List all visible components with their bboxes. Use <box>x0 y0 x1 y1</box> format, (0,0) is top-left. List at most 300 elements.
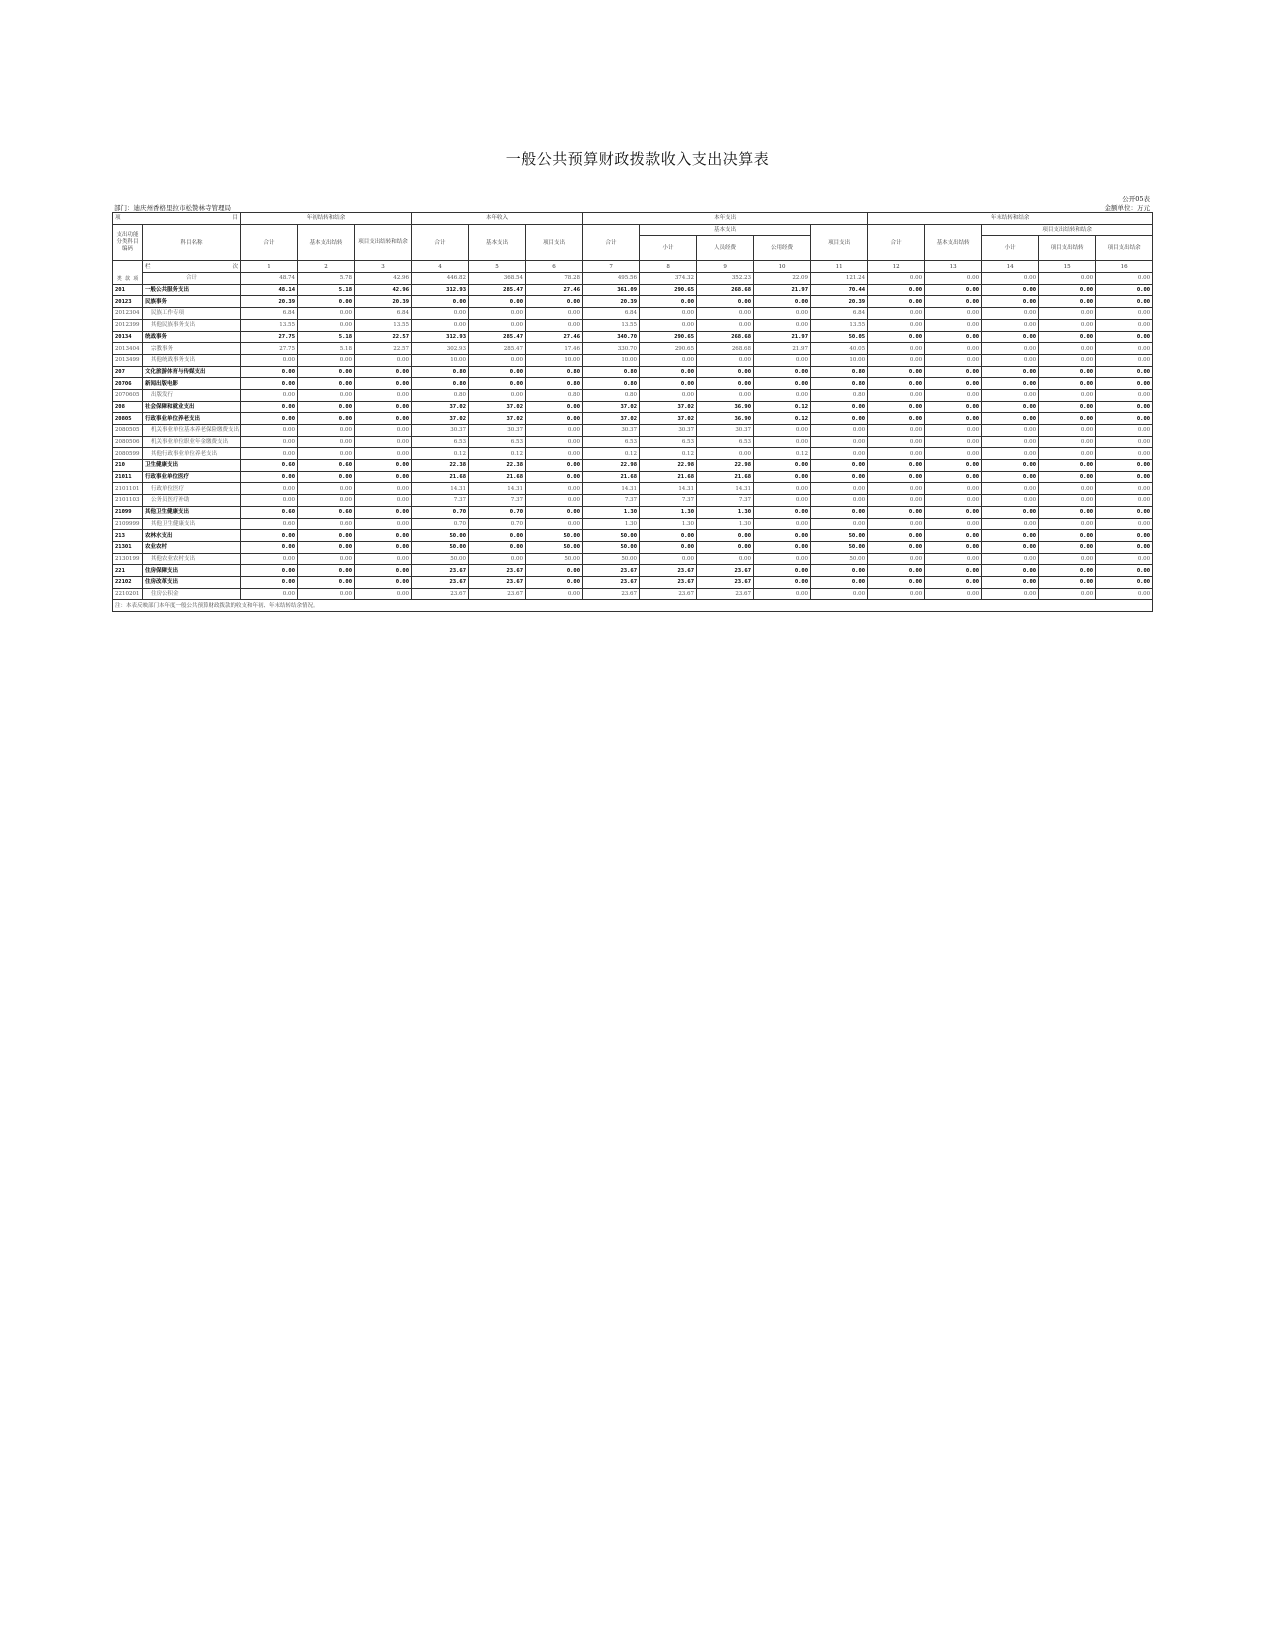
row-cell: 50.00 <box>811 553 868 565</box>
row-cell: 0.00 <box>754 436 811 448</box>
row-cell: 0.00 <box>1096 541 1153 553</box>
table-row <box>113 483 1153 495</box>
row-cell: 0.00 <box>982 471 1039 483</box>
total-cell: 374.32 <box>640 273 697 285</box>
row-cell: 0.00 <box>241 471 298 483</box>
row-cell: 0.00 <box>469 319 526 331</box>
row-name: 农林水支出 <box>143 530 241 542</box>
row-cell: 0.00 <box>1039 576 1096 588</box>
row-cell: 0.00 <box>1039 389 1096 401</box>
column-number: 12 <box>868 261 925 273</box>
header-begin-total: 合计 <box>241 224 298 261</box>
row-cell: 50.00 <box>412 553 469 565</box>
row-cell: 6.53 <box>469 436 526 448</box>
column-number: 16 <box>1096 261 1153 273</box>
row-cell: 0.00 <box>811 471 868 483</box>
budget-table <box>112 212 1153 612</box>
row-cell: 22.98 <box>697 460 754 472</box>
row-cell: 7.37 <box>412 495 469 507</box>
row-cell: 1.30 <box>583 518 640 530</box>
row-cell: 0.00 <box>868 343 925 355</box>
row-code: 2101103 <box>113 495 143 507</box>
row-cell: 0.12 <box>754 413 811 425</box>
row-cell: 40.05 <box>811 343 868 355</box>
row-cell: 0.00 <box>640 308 697 320</box>
row-cell: 21.97 <box>754 284 811 296</box>
row-name: 出版发行 <box>143 389 241 401</box>
table-row <box>113 343 1153 355</box>
row-cell: 7.37 <box>583 495 640 507</box>
row-cell: 6.84 <box>355 308 412 320</box>
row-cell: 22.98 <box>640 460 697 472</box>
row-cell: 340.70 <box>583 331 640 343</box>
row-code: 2210201 <box>113 588 143 600</box>
row-cell: 0.00 <box>754 576 811 588</box>
table-row <box>113 448 1153 460</box>
row-cell: 0.00 <box>925 483 982 495</box>
row-cell: 0.00 <box>982 389 1039 401</box>
row-cell: 14.31 <box>469 483 526 495</box>
row-cell: 27.75 <box>241 343 298 355</box>
row-cell: 0.00 <box>697 296 754 308</box>
row-cell: 0.00 <box>469 389 526 401</box>
row-code: 20123 <box>113 296 143 308</box>
row-code: 2080599 <box>113 448 143 460</box>
row-cell: 0.00 <box>697 308 754 320</box>
row-cell: 50.00 <box>412 530 469 542</box>
row-cell: 0.00 <box>811 588 868 600</box>
row-cell: 0.00 <box>241 576 298 588</box>
row-code: 207 <box>113 366 143 378</box>
row-cell: 0.00 <box>1096 448 1153 460</box>
row-cell: 0.00 <box>241 413 298 425</box>
row-cell: 0.00 <box>925 588 982 600</box>
row-name: 住房公积金 <box>143 588 241 600</box>
row-cell: 0.00 <box>868 460 925 472</box>
row-cell: 0.00 <box>1096 354 1153 366</box>
row-cell: 0.00 <box>925 495 982 507</box>
row-cell: 27.75 <box>241 331 298 343</box>
row-cell: 0.00 <box>925 425 982 437</box>
row-cell: 0.00 <box>241 436 298 448</box>
header-item: 项 目 <box>113 213 241 225</box>
row-cell: 7.37 <box>640 495 697 507</box>
row-cell: 0.00 <box>925 448 982 460</box>
row-cell: 21.68 <box>412 471 469 483</box>
row-cell: 0.00 <box>298 448 355 460</box>
header-income-basic: 基本支出 <box>469 224 526 261</box>
row-cell: 0.00 <box>526 319 583 331</box>
row-cell: 0.00 <box>868 530 925 542</box>
row-cell: 0.00 <box>811 448 868 460</box>
row-cell: 0.70 <box>412 518 469 530</box>
row-cell: 23.67 <box>412 576 469 588</box>
column-number: 1 <box>241 261 298 273</box>
row-cell: 27.46 <box>526 331 583 343</box>
row-cell: 0.00 <box>868 319 925 331</box>
row-code: 21099 <box>113 506 143 518</box>
row-cell: 0.00 <box>1039 495 1096 507</box>
row-cell: 0.00 <box>982 530 1039 542</box>
row-cell: 0.00 <box>868 436 925 448</box>
row-cell: 0.00 <box>754 425 811 437</box>
row-cell: 20.39 <box>355 296 412 308</box>
row-cell: 23.67 <box>640 576 697 588</box>
row-cell: 0.00 <box>355 483 412 495</box>
header-end-project: 项目支出结转和结余 <box>982 224 1153 236</box>
column-number: 2 <box>298 261 355 273</box>
table-row <box>113 553 1153 565</box>
row-cell: 0.00 <box>640 296 697 308</box>
table-row <box>113 413 1153 425</box>
row-cell: 0.00 <box>298 588 355 600</box>
row-cell: 5.18 <box>298 284 355 296</box>
row-code: 2070605 <box>113 389 143 401</box>
row-cell: 0.00 <box>1096 284 1153 296</box>
row-cell: 302.93 <box>412 343 469 355</box>
column-number: 14 <box>982 261 1039 273</box>
row-cell: 0.80 <box>583 366 640 378</box>
row-name: 农业农村 <box>143 541 241 553</box>
header-row-2 <box>113 224 1153 236</box>
row-cell: 0.00 <box>811 425 868 437</box>
row-cell: 22.98 <box>583 460 640 472</box>
row-cell: 0.00 <box>241 483 298 495</box>
header-expense-total: 合计 <box>583 224 640 261</box>
table-row <box>113 460 1153 472</box>
row-cell: 0.00 <box>868 553 925 565</box>
row-cell: 0.00 <box>811 518 868 530</box>
row-cell: 0.00 <box>1096 495 1153 507</box>
column-number-row <box>113 261 1153 273</box>
row-cell: 0.00 <box>754 541 811 553</box>
row-cell: 0.00 <box>355 576 412 588</box>
row-code: 2013499 <box>113 354 143 366</box>
table-row <box>113 518 1153 530</box>
row-cell: 0.00 <box>241 354 298 366</box>
row-cell: 0.00 <box>925 436 982 448</box>
row-code: 2101101 <box>113 483 143 495</box>
row-cell: 0.00 <box>754 296 811 308</box>
row-cell: 0.00 <box>298 530 355 542</box>
row-cell: 1.30 <box>697 506 754 518</box>
row-cell: 285.47 <box>469 284 526 296</box>
table-row <box>113 319 1153 331</box>
row-cell: 37.02 <box>640 413 697 425</box>
row-cell: 0.00 <box>1039 319 1096 331</box>
row-cell: 0.60 <box>241 460 298 472</box>
row-cell: 23.67 <box>469 588 526 600</box>
total-cell: 0.00 <box>982 273 1039 285</box>
row-cell: 0.00 <box>868 483 925 495</box>
row-cell: 23.67 <box>583 588 640 600</box>
row-cell: 0.00 <box>868 389 925 401</box>
row-cell: 70.44 <box>811 284 868 296</box>
row-cell: 50.00 <box>526 541 583 553</box>
row-cell: 0.80 <box>583 389 640 401</box>
row-cell: 0.00 <box>469 296 526 308</box>
row-cell: 13.55 <box>241 319 298 331</box>
row-code: 2130199 <box>113 553 143 565</box>
row-cell: 0.00 <box>868 518 925 530</box>
row-cell: 0.00 <box>1039 460 1096 472</box>
row-cell: 0.00 <box>868 308 925 320</box>
row-cell: 0.00 <box>754 518 811 530</box>
column-number: 10 <box>754 261 811 273</box>
row-name: 宗教事务 <box>143 343 241 355</box>
row-cell: 23.67 <box>583 565 640 577</box>
row-cell: 21.68 <box>697 471 754 483</box>
total-cell: 0.00 <box>868 273 925 285</box>
row-name: 机关事业单位职业年金缴费支出 <box>143 436 241 448</box>
row-cell: 0.00 <box>469 366 526 378</box>
row-cell: 50.00 <box>811 530 868 542</box>
row-cell: 0.00 <box>925 401 982 413</box>
row-cell: 7.37 <box>697 495 754 507</box>
row-name: 一般公共服务支出 <box>143 284 241 296</box>
row-cell: 0.00 <box>526 506 583 518</box>
row-cell: 0.00 <box>925 530 982 542</box>
row-cell: 0.00 <box>355 448 412 460</box>
row-cell: 37.02 <box>583 413 640 425</box>
row-cell: 0.00 <box>526 448 583 460</box>
header-end-surplus: 项目支出结余 <box>1096 236 1153 261</box>
row-name: 卫生健康支出 <box>143 460 241 472</box>
row-cell: 0.00 <box>298 354 355 366</box>
row-name: 社会保障和就业支出 <box>143 401 241 413</box>
row-cell: 0.00 <box>355 366 412 378</box>
row-cell: 27.46 <box>526 284 583 296</box>
row-cell: 23.67 <box>412 588 469 600</box>
row-cell: 0.00 <box>640 389 697 401</box>
header-begin-basic: 基本支出结转 <box>298 224 355 261</box>
row-cell: 0.00 <box>1039 518 1096 530</box>
row-cell: 0.00 <box>925 308 982 320</box>
row-cell: 0.00 <box>526 413 583 425</box>
row-cell: 10.00 <box>412 354 469 366</box>
row-code: 2080505 <box>113 425 143 437</box>
table-row <box>113 366 1153 378</box>
department-label: 部门：迪庆州香格里拉市松赞林寺管理局 <box>114 204 231 212</box>
row-cell: 0.00 <box>868 576 925 588</box>
row-cell: 0.80 <box>811 378 868 390</box>
row-cell: 0.00 <box>1096 401 1153 413</box>
row-cell: 0.00 <box>1039 471 1096 483</box>
row-cell: 361.09 <box>583 284 640 296</box>
row-cell: 0.00 <box>868 413 925 425</box>
row-cell: 0.00 <box>982 483 1039 495</box>
row-cell: 0.00 <box>298 471 355 483</box>
row-cell: 50.00 <box>526 530 583 542</box>
row-cell: 0.00 <box>982 518 1039 530</box>
row-cell: 30.37 <box>412 425 469 437</box>
note-row <box>113 600 1153 612</box>
header-kuan: 款 <box>124 275 130 282</box>
row-cell: 0.00 <box>298 576 355 588</box>
row-cell: 0.00 <box>298 425 355 437</box>
table-row <box>113 495 1153 507</box>
table-row <box>113 401 1153 413</box>
row-cell: 0.00 <box>1039 530 1096 542</box>
row-cell: 0.00 <box>1039 553 1096 565</box>
row-cell: 0.00 <box>982 588 1039 600</box>
row-cell: 0.00 <box>355 389 412 401</box>
row-code: 22102 <box>113 576 143 588</box>
row-cell: 0.00 <box>1039 308 1096 320</box>
row-cell: 0.00 <box>1096 588 1153 600</box>
row-cell: 0.00 <box>241 401 298 413</box>
row-cell: 0.00 <box>982 343 1039 355</box>
row-cell: 0.00 <box>469 530 526 542</box>
header-lan: 栏 <box>145 263 151 270</box>
row-cell: 0.00 <box>982 378 1039 390</box>
row-cell: 0.00 <box>355 460 412 472</box>
row-cell: 0.00 <box>925 460 982 472</box>
total-cell: 0.00 <box>925 273 982 285</box>
row-cell: 0.00 <box>754 588 811 600</box>
row-cell: 0.00 <box>925 319 982 331</box>
column-number: 4 <box>412 261 469 273</box>
row-cell: 0.70 <box>469 518 526 530</box>
row-cell: 0.60 <box>298 460 355 472</box>
form-code: 公开05表 <box>1122 195 1150 203</box>
row-cell: 0.00 <box>1096 425 1153 437</box>
row-cell: 0.00 <box>1096 389 1153 401</box>
total-cell: 352.23 <box>697 273 754 285</box>
row-cell: 13.55 <box>355 319 412 331</box>
table-row <box>113 331 1153 343</box>
row-cell: 0.00 <box>925 553 982 565</box>
total-cell: 0.00 <box>1039 273 1096 285</box>
row-code: 221 <box>113 565 143 577</box>
header-end-balance: 年末结转和结余 <box>868 213 1153 225</box>
row-cell: 0.60 <box>241 506 298 518</box>
row-cell: 0.00 <box>811 413 868 425</box>
total-cell: 495.56 <box>583 273 640 285</box>
row-cell: 0.12 <box>754 401 811 413</box>
row-cell: 0.00 <box>1096 506 1153 518</box>
row-cell: 0.00 <box>925 366 982 378</box>
row-cell: 0.00 <box>241 530 298 542</box>
table-row <box>113 296 1153 308</box>
row-cell: 0.00 <box>526 296 583 308</box>
row-code: 2109999 <box>113 518 143 530</box>
table-row <box>113 565 1153 577</box>
row-cell: 6.53 <box>412 436 469 448</box>
row-cell: 6.84 <box>241 308 298 320</box>
row-cell: 0.00 <box>982 319 1039 331</box>
row-cell: 0.00 <box>469 354 526 366</box>
row-cell: 20.39 <box>241 296 298 308</box>
row-cell: 330.70 <box>583 343 640 355</box>
row-cell: 36.90 <box>697 413 754 425</box>
row-cell: 14.31 <box>640 483 697 495</box>
row-cell: 14.31 <box>412 483 469 495</box>
row-name: 行政事业单位养老支出 <box>143 413 241 425</box>
row-cell: 0.00 <box>982 354 1039 366</box>
row-cell: 0.00 <box>298 401 355 413</box>
row-cell: 0.80 <box>583 378 640 390</box>
row-cell: 0.80 <box>811 366 868 378</box>
row-cell: 22.57 <box>355 331 412 343</box>
row-cell: 0.00 <box>868 378 925 390</box>
row-cell: 290.65 <box>640 284 697 296</box>
row-cell: 0.00 <box>640 378 697 390</box>
row-cell: 0.00 <box>868 401 925 413</box>
row-cell: 0.00 <box>1039 506 1096 518</box>
row-cell: 50.00 <box>811 541 868 553</box>
row-cell: 30.37 <box>640 425 697 437</box>
row-cell: 0.00 <box>754 460 811 472</box>
row-cell: 0.00 <box>925 471 982 483</box>
total-cell: 42.96 <box>355 273 412 285</box>
row-cell: 0.00 <box>298 495 355 507</box>
row-cell: 0.00 <box>925 378 982 390</box>
row-cell: 0.00 <box>811 576 868 588</box>
row-cell: 0.12 <box>469 448 526 460</box>
row-cell: 0.00 <box>640 319 697 331</box>
row-cell: 0.00 <box>811 565 868 577</box>
header-end-carry: 项目支出结转 <box>1039 236 1096 261</box>
row-cell: 0.00 <box>1096 576 1153 588</box>
row-cell: 13.55 <box>811 319 868 331</box>
column-number: 3 <box>355 261 412 273</box>
row-cell: 0.00 <box>754 565 811 577</box>
row-code: 20706 <box>113 378 143 390</box>
total-cell: 0.00 <box>1096 273 1153 285</box>
row-cell: 37.02 <box>469 401 526 413</box>
row-cell: 0.00 <box>982 565 1039 577</box>
column-number: 7 <box>583 261 640 273</box>
row-cell: 0.00 <box>754 495 811 507</box>
header-subtotal: 小计 <box>640 236 697 261</box>
row-cell: 13.55 <box>583 319 640 331</box>
row-cell: 23.67 <box>469 576 526 588</box>
row-cell: 0.00 <box>355 518 412 530</box>
row-cell: 23.67 <box>697 588 754 600</box>
row-name: 机关事业单位基本养老保险缴费支出 <box>143 425 241 437</box>
row-cell: 0.00 <box>925 506 982 518</box>
row-cell: 0.00 <box>868 366 925 378</box>
row-cell: 0.00 <box>982 436 1039 448</box>
table-row <box>113 506 1153 518</box>
row-cell: 0.00 <box>1096 319 1153 331</box>
row-cell: 0.00 <box>241 495 298 507</box>
row-cell: 0.00 <box>1096 553 1153 565</box>
row-cell: 0.00 <box>1039 366 1096 378</box>
row-cell: 0.00 <box>1096 343 1153 355</box>
column-number: 5 <box>469 261 526 273</box>
row-cell: 0.00 <box>355 530 412 542</box>
total-label: 合计 <box>143 273 241 285</box>
row-cell: 0.00 <box>355 565 412 577</box>
header-row-1 <box>113 213 1153 225</box>
header-expense-project: 项目支出 <box>811 224 868 261</box>
row-cell: 0.00 <box>298 541 355 553</box>
row-cell: 0.00 <box>982 296 1039 308</box>
row-cell: 0.00 <box>298 553 355 565</box>
row-cell: 0.00 <box>241 553 298 565</box>
row-cell: 21.97 <box>754 343 811 355</box>
row-cell: 0.00 <box>640 354 697 366</box>
row-cell: 21.68 <box>640 471 697 483</box>
row-cell: 21.68 <box>469 471 526 483</box>
row-cell: 312.93 <box>412 284 469 296</box>
row-cell: 0.00 <box>1039 425 1096 437</box>
column-number: 6 <box>526 261 583 273</box>
row-cell: 0.00 <box>526 401 583 413</box>
row-cell: 50.00 <box>583 530 640 542</box>
